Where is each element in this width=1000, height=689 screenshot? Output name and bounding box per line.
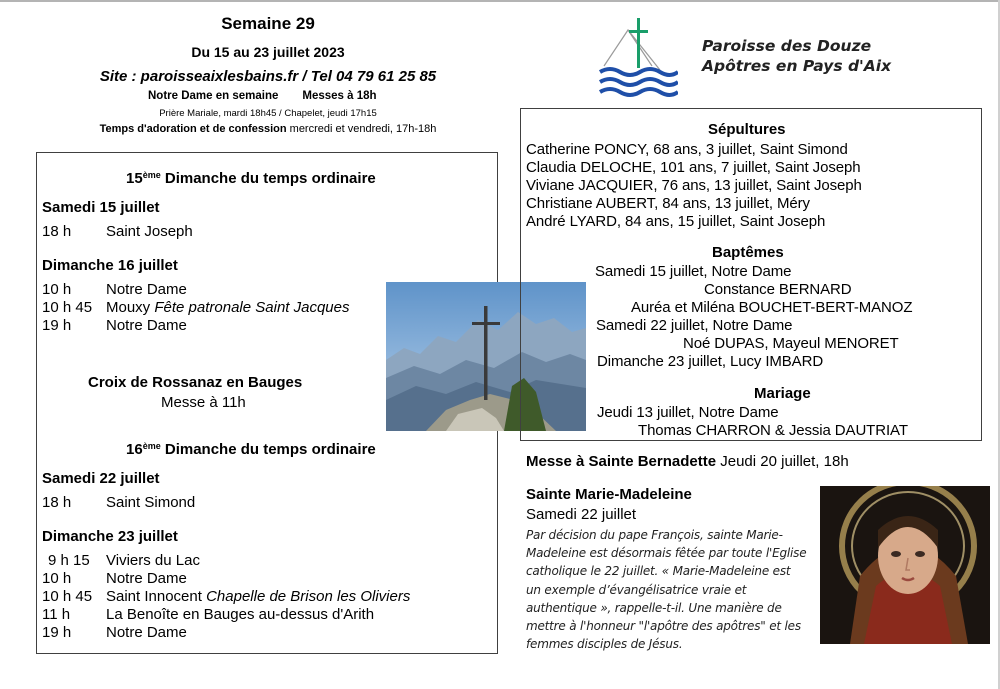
mariage-title: Mariage	[754, 385, 811, 402]
priere-line: Prière Mariale, mardi 18h45 / Chapelet, jeudi 17h15	[159, 108, 377, 119]
sepulture-line: Catherine PONCY, 68 ans, 3 juillet, Saint Simond	[526, 141, 848, 158]
bapteme-line: Samedi 15 juillet, Notre Dame	[595, 263, 792, 280]
madeleine-painting	[820, 486, 990, 644]
madeleine-text	[526, 526, 816, 653]
parish-name-line1: Paroisse des Douze	[702, 37, 872, 55]
week-dates: Du 15 au 23 juillet 2023	[191, 44, 345, 60]
mass-row	[42, 552, 482, 570]
sunday15-sup: ème	[142, 170, 161, 180]
bapteme-line: Dimanche 23 juillet, Lucy IMBARD	[597, 353, 824, 370]
bapteme-line: Samedi 22 juillet, Notre Dame	[596, 317, 793, 334]
madeleine-text-line: authentique », rappelle-t-il. Une manière de	[526, 600, 782, 615]
mass-row	[42, 494, 442, 512]
madeleine-date: Samedi 22 juillet	[526, 506, 637, 523]
mass-row	[42, 281, 442, 299]
site-and-phone: Site : paroisseaixlesbains.fr / Tel 04 79 61 25 85	[99, 68, 437, 85]
madeleine-title: Sainte Marie-Madeleine	[526, 486, 692, 503]
madeleine-text-line: mettre à l'honneur "l'apôtre des apôtres" et les	[526, 619, 801, 634]
bernadette-line	[526, 453, 849, 470]
mass-time: 11 h	[42, 606, 71, 623]
sunday15-ordinal: 15	[126, 170, 143, 187]
sepulture-line: Claudia DELOCHE, 101 ans, 7 juillet, Saint Joseph	[526, 159, 861, 176]
mass-note: Chapelle de Brison les Oliviers	[206, 588, 411, 605]
adoration-time: mercredi et vendredi, 17h-18h	[286, 123, 437, 135]
bernadette-label: Messe à Sainte Bernadette	[526, 453, 717, 470]
sepultures-title: Sépultures	[708, 121, 786, 138]
mass-row	[42, 223, 442, 241]
adoration-line	[40, 123, 496, 135]
bapteme-line: Auréa et Miléna BOUCHET-BERT-MANOZ	[631, 299, 913, 316]
notre-dame-label: Notre Dame en semaine	[148, 90, 279, 102]
mass-place	[106, 299, 349, 316]
mass-place: Saint Simond	[106, 494, 196, 511]
mass-time: 9 h 15	[48, 552, 90, 569]
mass-place: Notre Dame	[106, 317, 187, 334]
mass-row	[42, 624, 482, 642]
sunday16-sup: ème	[142, 441, 161, 451]
mass-place-name: Mouxy	[106, 299, 155, 316]
mass-place-name: Saint Innocent	[106, 588, 207, 605]
mass-place: Viviers du Lac	[106, 552, 200, 569]
mass-place	[106, 588, 410, 605]
top-border	[0, 0, 1000, 2]
parish-name	[702, 36, 891, 76]
madeleine-text-line: un exemple d’évangélisatrice vraie et	[526, 582, 747, 597]
bapteme-line: Noé DUPAS, Mayeul MENORET	[683, 335, 899, 352]
mariage-line: Jeudi 13 juillet, Notre Dame	[597, 404, 779, 421]
mass-place: Saint Joseph	[106, 223, 193, 240]
mass-time: 10 h	[42, 570, 72, 587]
day-heading: Samedi 15 juillet	[42, 199, 160, 216]
sunday15-title	[126, 170, 376, 187]
bapteme-line: Constance BERNARD	[704, 281, 852, 298]
mariage-line: Thomas CHARRON & Jessia DAUTRIAT	[638, 422, 908, 439]
sepulture-line: Christiane AUBERT, 84 ans, 13 juillet, Méry	[526, 195, 810, 212]
notre-dame-weekday	[148, 90, 377, 102]
mass-time: 18 h	[42, 223, 72, 240]
bernadette-when: Jeudi 20 juillet, 18h	[716, 453, 849, 470]
mass-row	[42, 606, 482, 624]
croix-time: Messe à 11h	[161, 394, 246, 411]
mass-note: Fête patronale Saint Jacques	[154, 299, 350, 316]
adoration-label: Temps d'adoration et de confession	[99, 123, 287, 135]
madeleine-text-line: catholique le 22 juillet. « Marie-Madeleine est	[526, 564, 791, 579]
croix-title: Croix de Rossanaz en Bauges	[88, 374, 303, 391]
sepulture-line: Viviane JACQUIER, 76 ans, 13 juillet, Saint Joseph	[526, 177, 862, 194]
day-heading: Dimanche 23 juillet	[42, 528, 178, 545]
mass-row	[42, 570, 482, 588]
mass-row	[42, 299, 442, 317]
mass-row	[42, 317, 442, 335]
mass-place: Notre Dame	[106, 281, 187, 298]
mass-place: La Benoîte en Bauges au-dessus d'Arith	[106, 606, 375, 623]
madeleine-text-line: femmes disciples de Jésus.	[526, 637, 683, 652]
mass-row	[42, 588, 482, 606]
baptemes-title: Baptêmes	[712, 244, 784, 261]
parish-logo-icon	[598, 16, 678, 100]
madeleine-text-line: Madeleine est désormais fêtée par toute l'Eglise	[526, 546, 807, 561]
mass-time: 10 h 45	[42, 299, 93, 316]
mass-place: Notre Dame	[106, 624, 187, 641]
mass-place: Notre Dame	[106, 570, 187, 587]
mass-time: 18 h	[42, 494, 72, 511]
day-heading: Dimanche 16 juillet	[42, 257, 178, 274]
sepulture-line: André LYARD, 84 ans, 15 juillet, Saint Joseph	[526, 213, 826, 230]
week-title: Semaine 29	[221, 14, 315, 33]
mass-time: 19 h	[42, 624, 72, 641]
mass-time: 10 h 45	[42, 588, 93, 605]
madeleine-text-line: Par décision du pape François, sainte Marie-	[526, 528, 783, 542]
day-heading: Samedi 22 juillet	[42, 470, 160, 487]
sunday16-title-text: Dimanche du temps ordinaire	[160, 441, 376, 458]
messes-label: Messes à 18h	[302, 90, 377, 102]
mass-time: 19 h	[42, 317, 72, 334]
sunday16-title	[126, 441, 376, 458]
parish-name-line2: Apôtres en Pays d'Aix	[702, 57, 892, 75]
sunday16-ordinal: 16	[126, 441, 143, 458]
sunday15-title-text: Dimanche du temps ordinaire	[160, 170, 376, 187]
mass-time: 10 h	[42, 281, 72, 298]
